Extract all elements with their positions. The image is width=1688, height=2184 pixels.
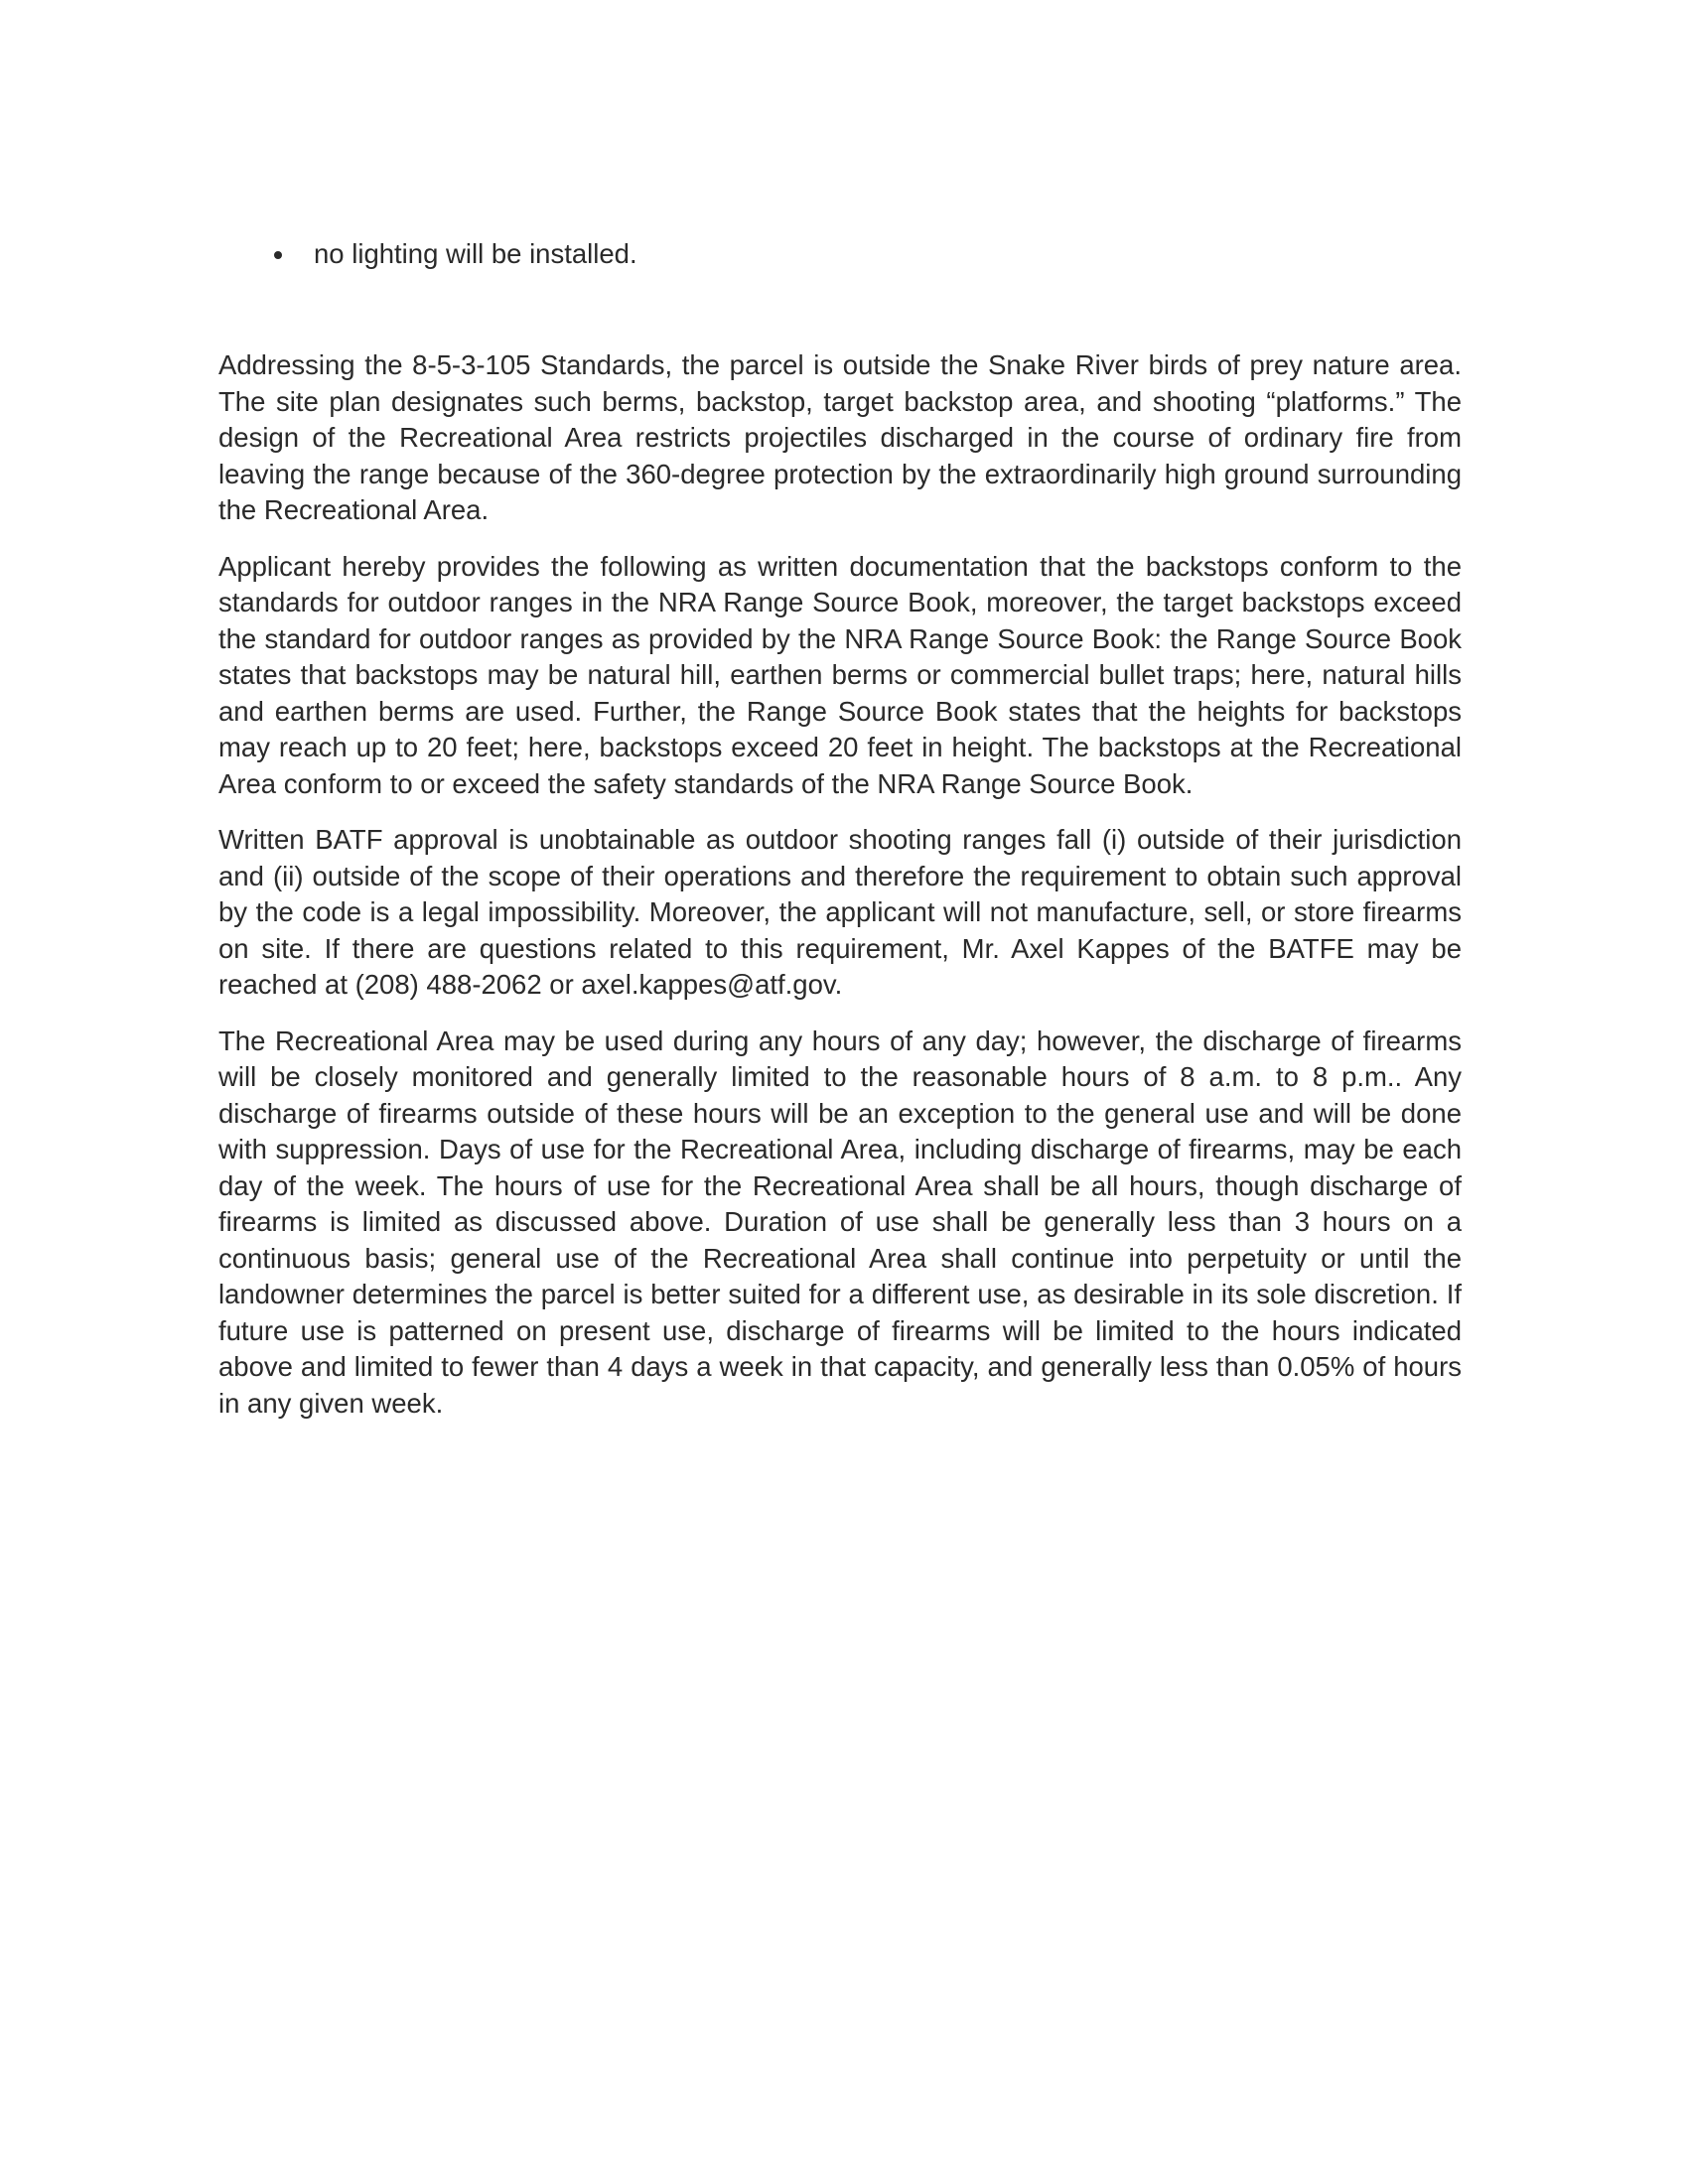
paragraph-backstops: Applicant hereby provides the following as written documentation that the backstops conform to the standards for outdoor ranges in the NRA Range Source Book, moreover, the target backstops exceed the standard for outdoor ranges as provided by the NRA Range Source Book: the Range Source Book states that backstops may be natural hill, earthen berms or commercial bullet traps; here, natural hills and earthen berms are used. Further, the Range Source Book states that the heights for backstops may reach up to 20 feet; here, backstops exceed 20 feet in height. The backstops at the Recreational Area conform to or exceed the safety standards of the NRA Range Source Book. [218,550,1462,799]
bullet-list [274,234,637,274]
bullet-item [274,234,637,274]
paragraph-standards: Addressing the 8-5-3-105 Standards, the parcel is outside the Snake River birds of prey nature area. The site plan designates such berms, backstop, target backstop area, and shooting “platforms.” The design of the Recreational Area restricts projectiles discharged in the course of ordinary fire from leaving the range because of the 360-degree protection by the extraordinarily high ground surrounding the Recreational Area. [218,349,1462,525]
paragraph-batf-approval: Written BATF approval is unobtainable as outdoor shooting ranges fall (i) outside of their jurisdiction and (ii) outside of the scope of their operations and therefore the requirement to obtain such approval by the code is a legal impossibility. Moreover, the applicant will not manufacture, sell, or store firearms on site. If there are questions related to this requirement, Mr. Axel Kappes of the BATFE may be reached at (208) 488-2062 or axel.kappes@atf.gov. [218,824,1462,1000]
body-text [218,347,1462,1441]
paragraph-hours-of-use: The Recreational Area may be used during any hours of any day; however, the discharge of firearms will be closely monitored and generally limited to the reasonable hours of 8 a.m. to 8 p.m.. Any discharge of firearms outside of these hours will be an exception to the general use and will be done with suppression. Days of use for the Recreational Area, including discharge of firearms, may be each day of the week. The hours of use for the Recreational Area shall be all hours, though discharge of firearms is limited as discussed above. Duration of use shall be generally less than 3 hours on a continuous basis; general use of the Recreational Area shall continue into perpetuity or until the landowner determines the parcel is better suited for a different use, as desirable in its sole discretion. If future use is patterned on present use, discharge of firearms will be limited to the hours indicated above and limited to fewer than 4 days a week in that capacity, and generally less than 0.05% of hours in any given week. [218,1024,1462,1419]
bullet-text: no lighting will be installed. [314,238,637,269]
bullet-icon [274,251,282,259]
